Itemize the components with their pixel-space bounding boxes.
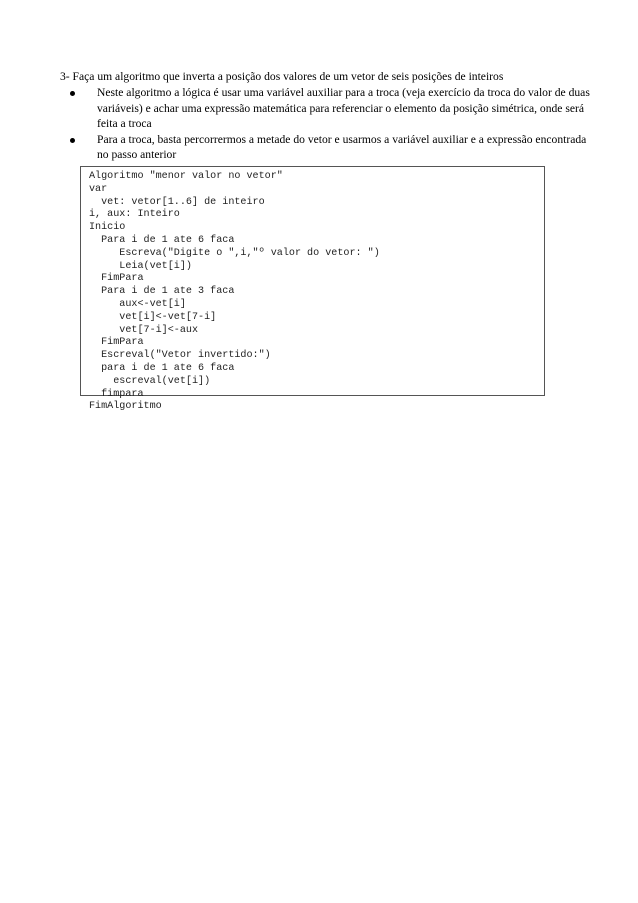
code-line: vet: vetor[1..6] de inteiro [89,196,265,208]
code-line: fimpara [89,388,144,400]
bullet-text: Neste algoritmo a lógica é usar uma variável auxiliar para a troca (veja exercício da troca do valor de duas variáveis) e achar uma expressão matemática para referenciar o elemento da posição simétrica, onde será feita a troca [97,86,590,130]
code-line: FimPara [89,273,144,285]
code-line: para i de 1 ate 6 faca [89,362,235,374]
code-line: Para i de 1 ate 3 faca [89,286,235,298]
bullet-list [60,85,600,163]
code-line: Escreval("Vetor invertido:") [89,350,271,362]
code-line: Para i de 1 ate 6 faca [89,234,235,246]
code-line: Escreva("Digite o ",i,"º valor do vetor: ") [89,247,380,259]
bullet-item [60,85,600,132]
code-line: Algoritmo "menor valor no vetor" [89,171,283,182]
code-line: var [89,183,108,195]
bullet-dot-icon [70,91,75,96]
code-line: vet[7-i]<-aux [89,324,199,336]
code-line: escreval(vet[i]) [89,375,211,387]
bullet-dot-icon [70,138,75,143]
code-block [80,166,545,413]
code-line: vet[i]<-vet[7-i] [89,311,217,323]
code-line: Inicio [89,222,126,234]
bullet-item [60,132,600,163]
code-line: aux<-vet[i] [89,298,186,310]
code-line: i, aux: Inteiro [89,209,180,221]
bullet-text: Para a troca, basta percorrermos a metade do vetor e usarmos a variável auxiliar e a expressão encontrada no passo anterior [97,132,587,161]
code-line: FimPara [89,337,144,349]
code-line: Leia(vet[i]) [89,260,192,272]
code-line: FimAlgoritmo [89,401,162,413]
exercise-heading: 3- Faça um algoritmo que inverta a posição dos valores de um vetor de seis posições de inteiros [60,70,504,83]
